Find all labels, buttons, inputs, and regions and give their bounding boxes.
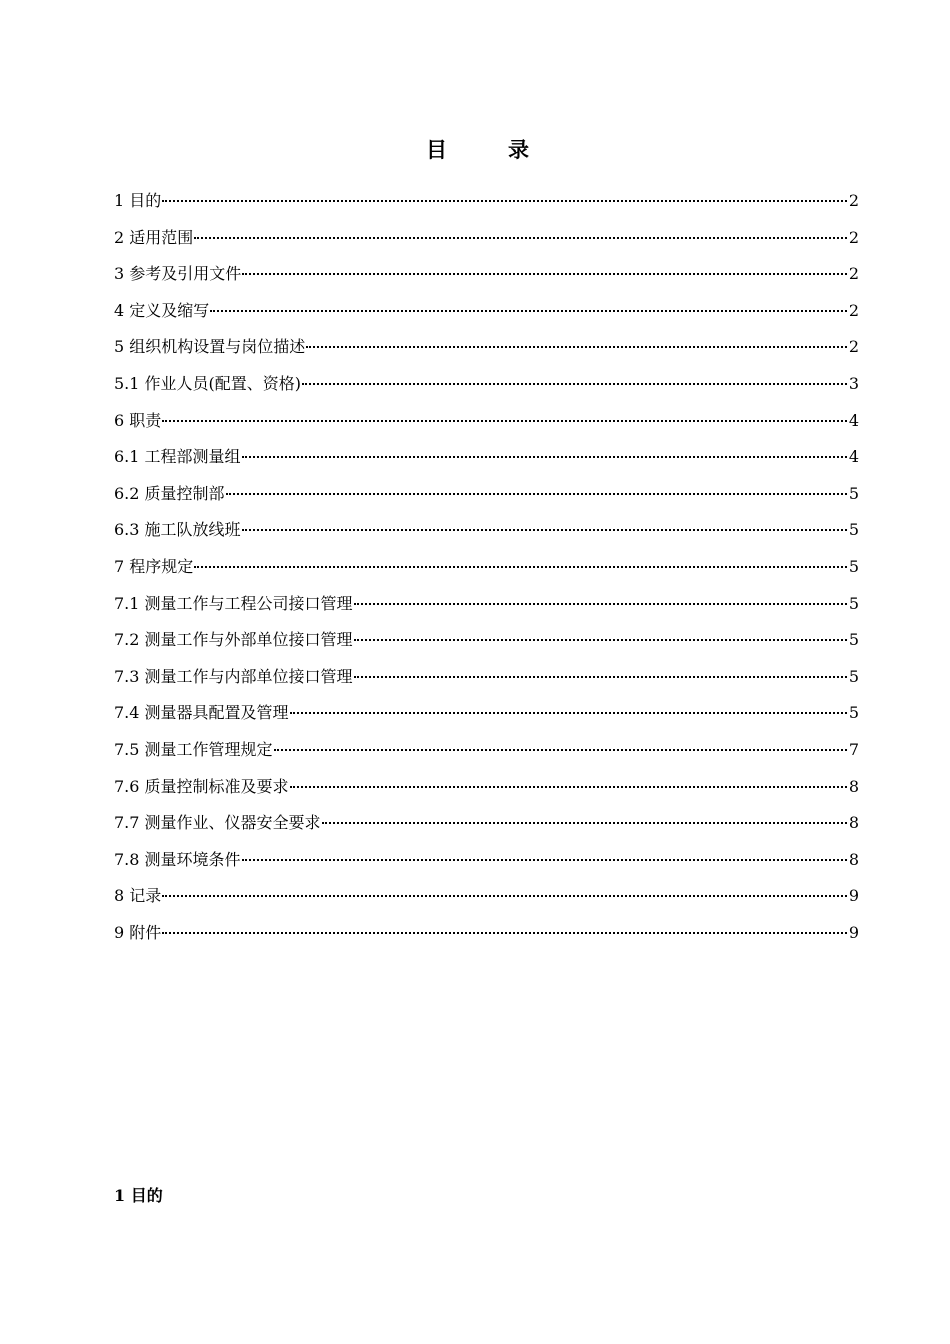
toc-entry-label: 3 参考及引用文件 xyxy=(114,264,242,284)
toc-entry-label: 8 记录 xyxy=(114,886,162,906)
toc-entry-label: 7.8 测量环境条件 xyxy=(114,849,241,869)
table-of-contents xyxy=(114,183,859,951)
toc-entry-page-number: 5 xyxy=(848,666,859,686)
toc-entry[interactable] xyxy=(114,256,859,293)
toc-entry-page-number: 2 xyxy=(848,227,859,247)
toc-entry-page-number: 5 xyxy=(848,703,859,723)
toc-entry-label: 7.5 测量工作管理规定 xyxy=(114,739,273,759)
toc-entry[interactable] xyxy=(114,805,859,842)
toc-entry-page-number: 7 xyxy=(848,739,859,759)
toc-entry-label: 9 附件 xyxy=(114,922,162,942)
toc-entry-label: 6.3 施工队放线班 xyxy=(114,520,241,540)
toc-dot-leader xyxy=(210,308,847,312)
toc-dot-leader xyxy=(194,564,847,568)
toc-dot-leader xyxy=(322,820,847,824)
toc-dot-leader xyxy=(194,235,847,239)
toc-entry[interactable] xyxy=(114,695,859,732)
toc-dot-leader xyxy=(162,198,847,202)
toc-entry-page-number: 8 xyxy=(848,776,859,796)
toc-entry-label: 6.1 工程部测量组 xyxy=(114,447,241,467)
toc-entry-page-number: 5 xyxy=(848,483,859,503)
toc-dot-leader xyxy=(354,637,847,641)
toc-entry[interactable] xyxy=(114,366,859,403)
toc-dot-leader xyxy=(302,381,847,385)
toc-entry-label: 7.7 测量作业、仪器安全要求 xyxy=(114,813,321,833)
toc-dot-leader xyxy=(354,601,847,605)
toc-entry-page-number: 2 xyxy=(848,264,859,284)
toc-entry[interactable] xyxy=(114,659,859,696)
toc-dot-leader xyxy=(242,857,847,861)
toc-entry-page-number: 4 xyxy=(848,410,859,430)
toc-entry-page-number: 5 xyxy=(848,556,859,576)
toc-entry[interactable] xyxy=(114,220,859,257)
toc-entry-page-number: 8 xyxy=(848,849,859,869)
toc-entry-label: 7.2 测量工作与外部单位接口管理 xyxy=(114,630,353,650)
toc-entry-label: 7.3 测量工作与内部单位接口管理 xyxy=(114,666,353,686)
toc-entry[interactable] xyxy=(114,769,859,806)
toc-entry[interactable] xyxy=(114,842,859,879)
toc-entry-label: 6.2 质量控制部 xyxy=(114,483,225,503)
toc-entry-label: 6 职责 xyxy=(114,410,162,430)
toc-entry-page-number: 2 xyxy=(848,300,859,320)
toc-entry-page-number: 4 xyxy=(848,447,859,467)
toc-entry[interactable] xyxy=(114,622,859,659)
toc-dot-leader xyxy=(162,418,847,422)
toc-dot-leader xyxy=(306,344,847,348)
toc-entry-label: 5.1 作业人员(配置、资格) xyxy=(114,373,302,393)
toc-dot-leader xyxy=(274,747,847,751)
toc-entry[interactable] xyxy=(114,878,859,915)
toc-entry-page-number: 2 xyxy=(848,191,859,210)
toc-dot-leader xyxy=(290,710,847,714)
toc-entry[interactable] xyxy=(114,549,859,586)
toc-entry-label: 7.6 质量控制标准及要求 xyxy=(114,776,289,796)
toc-dot-leader xyxy=(162,930,847,934)
toc-entry[interactable] xyxy=(114,293,859,330)
toc-dot-leader xyxy=(162,893,847,897)
toc-dot-leader xyxy=(290,784,847,788)
toc-entry-page-number: 5 xyxy=(848,593,859,613)
toc-entry-page-number: 3 xyxy=(848,373,859,393)
section-heading: 1 目的 xyxy=(114,1186,163,1205)
toc-dot-leader xyxy=(242,527,847,531)
toc-entry-page-number: 9 xyxy=(848,922,859,942)
toc-entry-label: 4 定义及缩写 xyxy=(114,300,210,320)
toc-entry-label: 7.1 测量工作与工程公司接口管理 xyxy=(114,593,353,613)
toc-entry-page-number: 5 xyxy=(848,630,859,650)
toc-entry-label: 7.4 测量器具配置及管理 xyxy=(114,703,289,723)
toc-dot-leader xyxy=(242,271,847,275)
toc-entry-label: 5 组织机构设置与岗位描述 xyxy=(114,337,306,357)
toc-entry-label: 7 程序规定 xyxy=(114,556,194,576)
toc-entry-page-number: 9 xyxy=(848,886,859,906)
toc-entry[interactable] xyxy=(114,439,859,476)
toc-entry-label: 1 目的 xyxy=(114,191,162,210)
toc-entry-label: 2 适用范围 xyxy=(114,227,194,247)
toc-entry-page-number: 2 xyxy=(848,337,859,357)
toc-entry[interactable] xyxy=(114,403,859,440)
toc-title: 目 录 xyxy=(426,137,549,162)
toc-entry[interactable] xyxy=(114,329,859,366)
toc-entry[interactable] xyxy=(114,476,859,513)
toc-dot-leader xyxy=(226,491,847,495)
toc-dot-leader xyxy=(354,674,847,678)
toc-entry[interactable] xyxy=(114,183,859,220)
toc-entry[interactable] xyxy=(114,732,859,769)
toc-dot-leader xyxy=(242,454,847,458)
toc-entry-page-number: 5 xyxy=(848,520,859,540)
toc-entry[interactable] xyxy=(114,915,859,952)
toc-entry[interactable] xyxy=(114,586,859,623)
toc-entry[interactable] xyxy=(114,512,859,549)
toc-entry-page-number: 8 xyxy=(848,813,859,833)
